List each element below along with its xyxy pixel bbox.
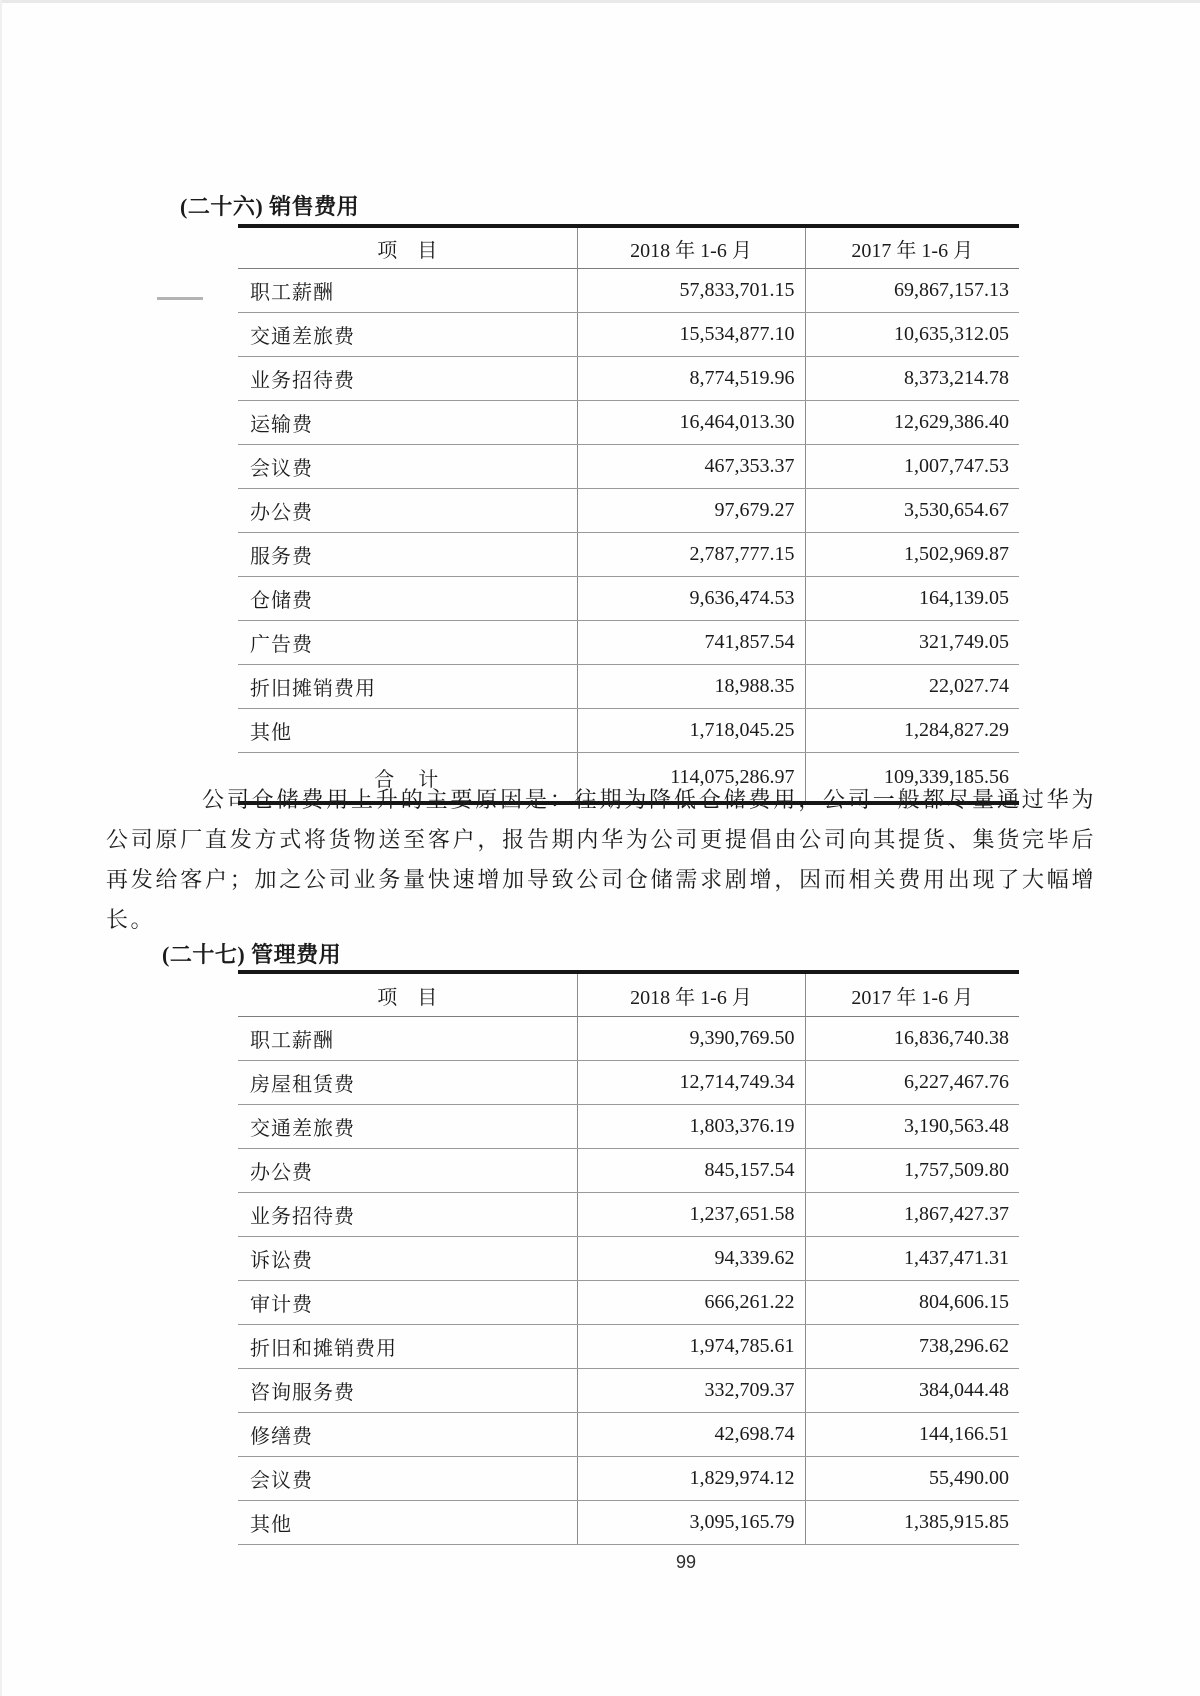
- table-row: [238, 1193, 1019, 1237]
- row-label: 审计费: [238, 1281, 577, 1325]
- row-label: 其他: [238, 1501, 577, 1545]
- row-value-2018: 9,390,769.50: [577, 1017, 805, 1061]
- row-value-2018: 332,709.37: [577, 1369, 805, 1413]
- total-value-2017: 109,339,185.56: [805, 753, 1019, 804]
- row-value-2017: 1,867,427.37: [805, 1193, 1019, 1237]
- page-number: 99: [675, 1552, 697, 1572]
- table-row: [238, 533, 1019, 577]
- row-label: 服务费: [238, 533, 577, 577]
- row-label: 诉讼费: [238, 1237, 577, 1281]
- total-label: 合 计: [238, 753, 577, 804]
- section-heading-admin-expenses: (二十七) 管理费用: [162, 942, 342, 967]
- row-label: 办公费: [238, 489, 577, 533]
- row-label: 仓储费: [238, 577, 577, 621]
- column-header-item: 项 目: [238, 226, 577, 269]
- row-label: 折旧和摊销费用: [238, 1325, 577, 1369]
- table-row: [238, 1237, 1019, 1281]
- table-header-row: [238, 226, 1019, 269]
- row-value-2018: 8,774,519.96: [577, 357, 805, 401]
- row-label: 办公费: [238, 1149, 577, 1193]
- row-value-2018: 42,698.74: [577, 1413, 805, 1457]
- row-value-2017: 1,284,827.29: [805, 709, 1019, 753]
- row-value-2018: 1,829,974.12: [577, 1457, 805, 1501]
- row-label: 折旧摊销费用: [238, 665, 577, 709]
- row-value-2018: 57,833,701.15: [577, 269, 805, 313]
- row-label: 会议费: [238, 445, 577, 489]
- table-row: [238, 489, 1019, 533]
- row-value-2017: 1,385,915.85: [805, 1501, 1019, 1545]
- row-value-2018: 666,261.22: [577, 1281, 805, 1325]
- admin-expenses-table: [238, 970, 1019, 1545]
- row-value-2018: 2,787,777.15: [577, 533, 805, 577]
- margin-dash-mark: [157, 297, 203, 300]
- row-value-2018: 1,803,376.19: [577, 1105, 805, 1149]
- row-label: 交通差旅费: [238, 313, 577, 357]
- table-row: [238, 1149, 1019, 1193]
- row-value-2018: 3,095,165.79: [577, 1501, 805, 1545]
- warehouse-cost-note: 公司仓储费用上升的主要原因是：往期为降低仓储费用，公司一般都尽量通过华为公司原厂直发方式将货物送至客户，报告期内华为公司更提倡由公司向其提货、集货完毕后再发给客户；加之公司业务量快速增加导致公司仓储需求剧增，因而相关费用出现了大幅增长。: [106, 787, 1096, 932]
- row-label: 广告费: [238, 621, 577, 665]
- row-value-2018: 845,157.54: [577, 1149, 805, 1193]
- row-value-2017: 144,166.51: [805, 1413, 1019, 1457]
- row-value-2018: 12,714,749.34: [577, 1061, 805, 1105]
- row-label: 会议费: [238, 1457, 577, 1501]
- row-value-2017: 22,027.74: [805, 665, 1019, 709]
- table-row: [238, 401, 1019, 445]
- row-value-2018: 16,464,013.30: [577, 401, 805, 445]
- row-value-2017: 8,373,214.78: [805, 357, 1019, 401]
- column-header-2018: 2018 年 1-6 月: [577, 226, 805, 269]
- row-value-2018: 741,857.54: [577, 621, 805, 665]
- column-header-item: 项 目: [238, 972, 577, 1017]
- row-value-2017: 16,836,740.38: [805, 1017, 1019, 1061]
- total-value-2018: 114,075,286.97: [577, 753, 805, 804]
- row-label: 职工薪酬: [238, 1017, 577, 1061]
- row-label: 咨询服务费: [238, 1369, 577, 1413]
- table-row: [238, 1325, 1019, 1369]
- table-header-row: [238, 972, 1019, 1017]
- row-value-2017: 69,867,157.13: [805, 269, 1019, 313]
- row-value-2018: 18,988.35: [577, 665, 805, 709]
- row-value-2017: 1,502,969.87: [805, 533, 1019, 577]
- selling-expenses-table: [238, 224, 1019, 805]
- row-value-2017: 164,139.05: [805, 577, 1019, 621]
- table-row: [238, 445, 1019, 489]
- row-value-2018: 94,339.62: [577, 1237, 805, 1281]
- row-value-2018: 97,679.27: [577, 489, 805, 533]
- row-value-2018: 9,636,474.53: [577, 577, 805, 621]
- row-label: 其他: [238, 709, 577, 753]
- table-row: [238, 1281, 1019, 1325]
- table-row: [238, 269, 1019, 313]
- row-value-2018: 15,534,877.10: [577, 313, 805, 357]
- table-row: [238, 1105, 1019, 1149]
- row-value-2017: 1,007,747.53: [805, 445, 1019, 489]
- table-row: [238, 577, 1019, 621]
- table-row: [238, 1369, 1019, 1413]
- row-label: 修缮费: [238, 1413, 577, 1457]
- row-value-2017: 1,757,509.80: [805, 1149, 1019, 1193]
- row-value-2017: 804,606.15: [805, 1281, 1019, 1325]
- row-value-2017: 55,490.00: [805, 1457, 1019, 1501]
- table-row: [238, 665, 1019, 709]
- scan-edge: [0, 0, 2, 1696]
- row-value-2018: 1,237,651.58: [577, 1193, 805, 1237]
- row-label: 交通差旅费: [238, 1105, 577, 1149]
- row-value-2017: 10,635,312.05: [805, 313, 1019, 357]
- table-row: [238, 709, 1019, 753]
- row-value-2017: 321,749.05: [805, 621, 1019, 665]
- row-label: 房屋租赁费: [238, 1061, 577, 1105]
- section-heading-selling-expenses: (二十六) 销售费用: [180, 194, 360, 219]
- table-row: [238, 1501, 1019, 1545]
- row-value-2017: 738,296.62: [805, 1325, 1019, 1369]
- column-header-2018: 2018 年 1-6 月: [577, 972, 805, 1017]
- row-value-2017: 12,629,386.40: [805, 401, 1019, 445]
- row-label: 业务招待费: [238, 357, 577, 401]
- table-row: [238, 357, 1019, 401]
- column-header-2017: 2017 年 1-6 月: [805, 226, 1019, 269]
- row-value-2017: 1,437,471.31: [805, 1237, 1019, 1281]
- row-value-2018: 1,718,045.25: [577, 709, 805, 753]
- table-row: [238, 1413, 1019, 1457]
- row-value-2017: 6,227,467.76: [805, 1061, 1019, 1105]
- row-label: 运输费: [238, 401, 577, 445]
- row-label: 业务招待费: [238, 1193, 577, 1237]
- table-row: [238, 1017, 1019, 1061]
- scan-edge: [0, 0, 1200, 3]
- row-value-2017: 384,044.48: [805, 1369, 1019, 1413]
- row-value-2017: 3,530,654.67: [805, 489, 1019, 533]
- row-label: 职工薪酬: [238, 269, 577, 313]
- table-row: [238, 313, 1019, 357]
- table-row: [238, 1061, 1019, 1105]
- column-header-2017: 2017 年 1-6 月: [805, 972, 1019, 1017]
- row-value-2018: 1,974,785.61: [577, 1325, 805, 1369]
- table-row: [238, 621, 1019, 665]
- table-row: [238, 1457, 1019, 1501]
- row-value-2017: 3,190,563.48: [805, 1105, 1019, 1149]
- row-value-2018: 467,353.37: [577, 445, 805, 489]
